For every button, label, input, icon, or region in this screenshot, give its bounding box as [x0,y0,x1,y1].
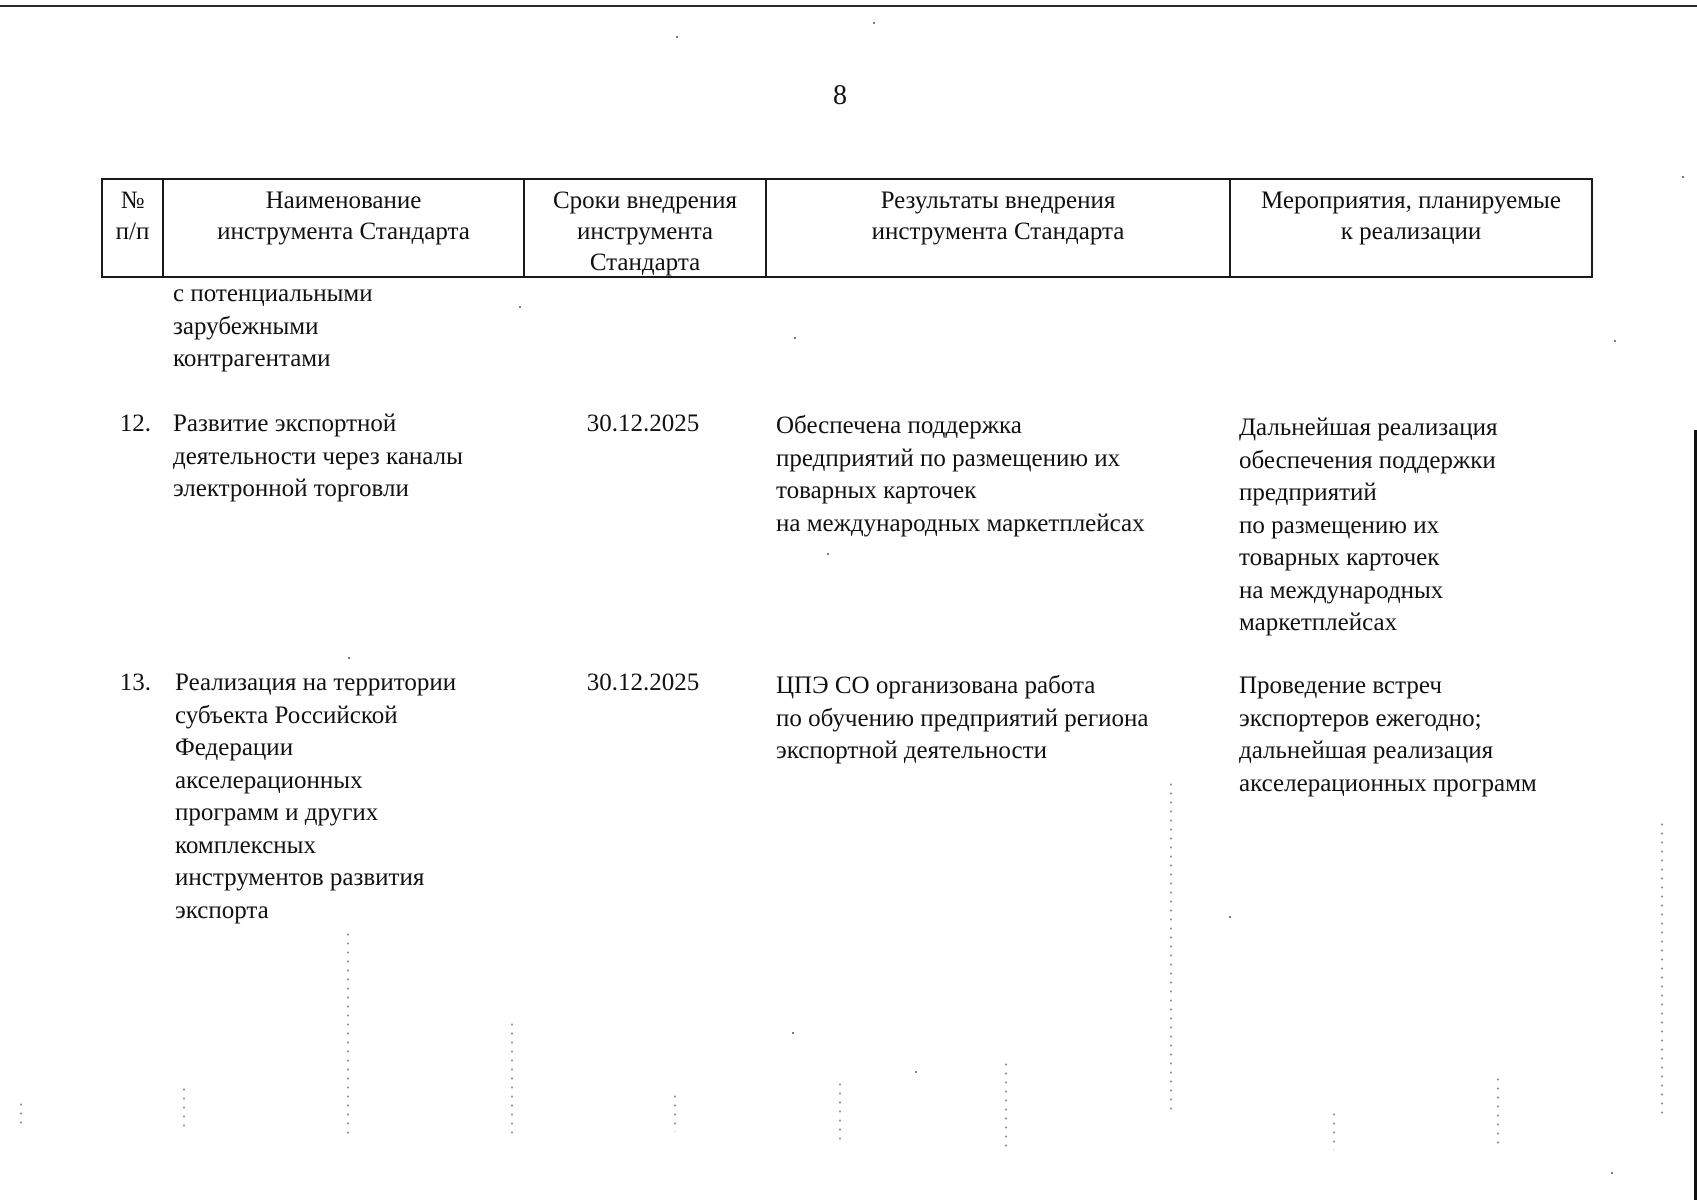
scan-dotted-line [20,1100,22,1130]
continuation-name: с потенциальными зарубежными контрагентами [173,280,373,372]
row-deadline: 30.12.2025 [586,669,700,696]
row-results: ЦПЭ СО организована работа по обучению предприятий региона экспортной деятельности [776,672,1149,764]
scan-dotted-line [183,1085,185,1130]
header-tool-name: Наименование инструмента Стандарта [164,180,525,276]
row-deadline: 30.12.2025 [586,410,700,437]
scan-dotted-line [1170,780,1172,1110]
row-planned-activities: Дальнейшая реализация обеспечения поддержки предприятий по размещению их товарных карточек на международных маркетплейсах [1239,414,1498,636]
scan-dotted-line [1005,1060,1007,1150]
table-header [101,178,1593,278]
scan-speck [794,337,796,339]
row-number: 12. [119,410,151,437]
scan-speck [1611,1172,1613,1174]
header-deadline: Сроки внедрения инструмента Стандарта [525,180,767,276]
scan-speck [519,306,521,308]
scan-speck [827,553,829,555]
scan-speck [676,36,678,38]
scan-dotted-line [347,930,349,1140]
scan-speck [915,1071,917,1073]
scan-dotted-line [1333,1110,1335,1150]
top-scan-border [0,5,1697,7]
row-tool-name: Реализация на территории субъекта Российской Федерации акселерационных программ и других комплексных инструментов развития экспорта [175,669,457,924]
row-results: Обеспечена поддержка предприятий по размещению их товарных карточек на международных маркетплейсах [776,412,1145,537]
scan-speck [1614,340,1616,342]
header-number: № п/п [103,180,164,276]
row-tool-name: Развитие экспортной деятельности через каналы электронной торговли [173,410,463,502]
scan-speck [1682,176,1684,178]
scan-speck [792,1032,794,1034]
scan-dotted-line [839,1080,841,1140]
scan-speck [348,657,350,659]
header-planned-activities: Мероприятия, планируемые к реализации [1261,187,1561,245]
row-number: 13. [119,669,151,696]
page-number: 8 [833,80,847,111]
scan-dotted-line [1661,820,1663,1120]
header-results: Результаты внедрения инструмента Стандарта [767,180,1231,276]
scan-dotted-line [1497,1075,1499,1150]
scan-speck [873,22,875,24]
row-planned-activities: Проведение встреч экспортеров ежегодно; дальнейшая реализация акселерационных программ [1239,672,1537,797]
scan-dotted-line [674,1092,676,1132]
scan-dotted-line [511,1020,513,1140]
scan-speck [1229,916,1231,918]
